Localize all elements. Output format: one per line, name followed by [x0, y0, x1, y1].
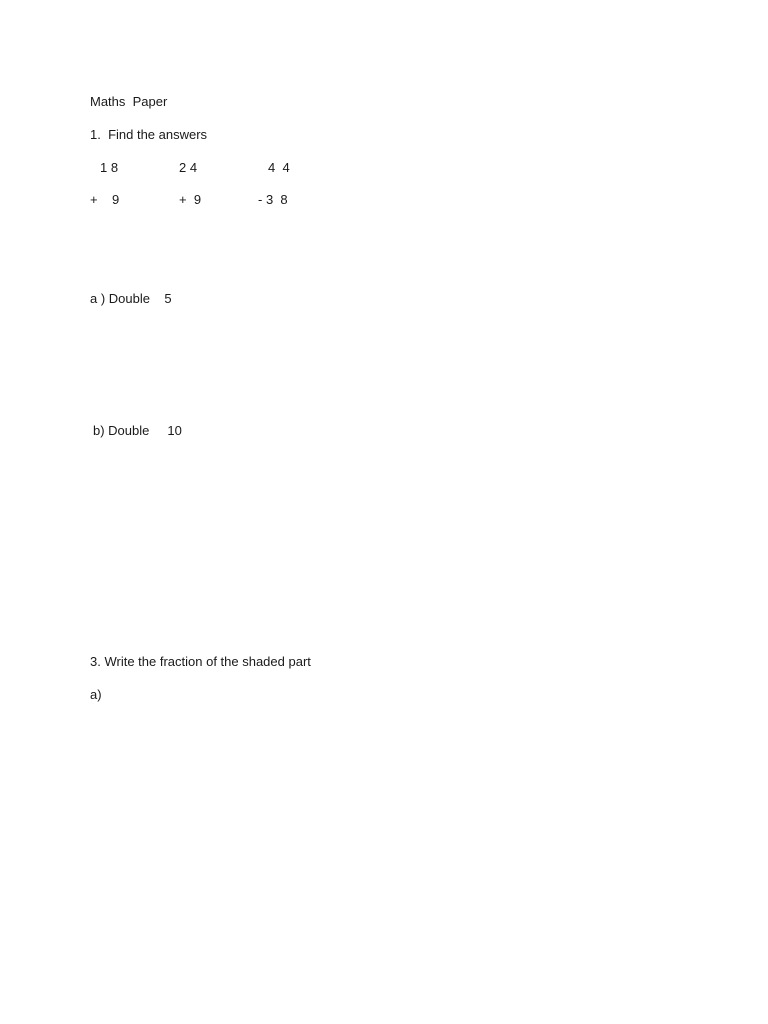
sum-3-bottom: - 3 8 — [258, 192, 288, 207]
question-3-heading: 3. Write the fraction of the shaded part — [90, 654, 311, 669]
sum-1-bottom: + 9 — [90, 192, 120, 207]
paper-title: Maths Paper — [90, 94, 168, 109]
sum-3-top: 4 4 — [268, 160, 290, 175]
question-1-heading: 1. Find the answers — [90, 127, 208, 142]
double-question-b: b) Double 10 — [93, 423, 182, 438]
question-3-part-a: a) — [90, 687, 102, 702]
double-question-a: a ) Double 5 — [90, 291, 172, 306]
sum-2-top: 2 4 — [179, 160, 198, 175]
sum-2-bottom: + 9 — [179, 192, 202, 207]
sum-1-top: 1 8 — [100, 160, 119, 175]
